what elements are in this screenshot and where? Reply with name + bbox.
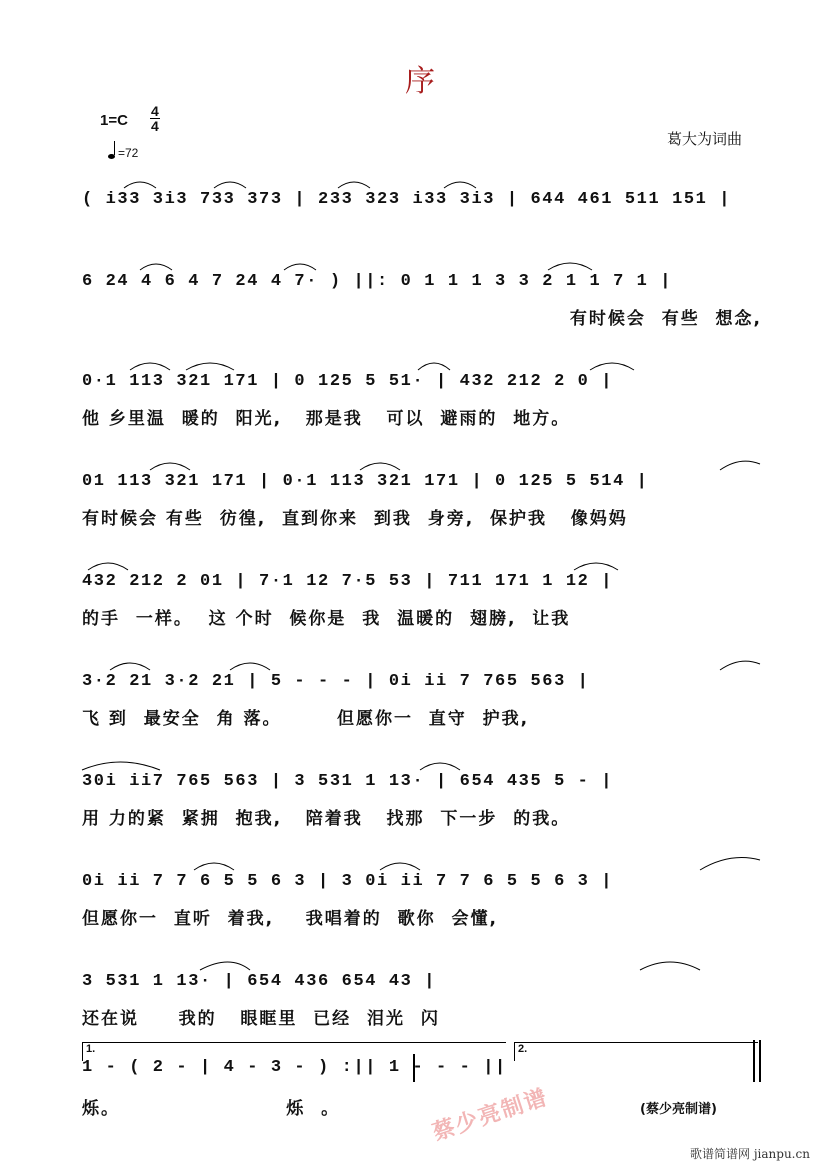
notes-line: 1 - ( 2 - | 4 - 3 - ) :|| 1 - - - || [82,1058,507,1077]
lyrics-line: 烁。 烁 。 [82,1099,341,1119]
staff-row [82,468,762,496]
second-ending: 2. [514,1042,758,1061]
site-footer: 歌谱简谱网 jianpu.cn [690,1147,810,1161]
staff-row [82,186,762,214]
notes-line: ( i33 3i3 733 373 | 233 323 i33 3i3 | 644 461 511 151 | [82,190,732,209]
notes-line: 3·2 21 3·2 21 | 5 - - - | 0i ii 7 765 563 | [82,672,590,691]
staff-row [82,568,762,596]
notes-line: 432 212 2 01 | 7·1 12 7·5 53 | 711 171 1 12 | [82,572,614,591]
lyrics-line: 但愿你一 直听 着我, 我唱着的 歌你 会懂, [82,909,498,929]
staff-row [82,968,762,996]
lyrics-line: 还在说 我的 眼眶里 已经 泪光 闪 [82,1009,440,1029]
staff-row [82,1054,762,1082]
lyrics-line: 的手 一样。 这 个时 候你是 我 温暖的 翅膀, 让我 [82,609,571,629]
notes-line: 6 24 4 6 4 7 24 4 7· ) ||: 0 1 1 1 3 3 2 1 1 7 1 | [82,272,673,291]
page-title: 序 [405,64,435,99]
lyrics-line [82,216,762,244]
time-signature [150,104,160,133]
time-top: 4 [151,103,159,119]
key-signature: 1=C [100,112,128,129]
staff-row [82,668,762,696]
notes-line: 3 531 1 13· | 654 436 654 43 | [82,972,437,991]
staff-row [82,768,762,796]
first-ending: 1. [82,1042,506,1061]
time-bottom: 4 [151,118,159,134]
transcriber-credit: (蔡少亮制谱) [640,1102,717,1117]
staff-row [82,268,762,296]
notes-line: 0i ii 7 7 6 5 5 6 3 | 3 0i ii 7 7 6 5 5 6 3 | [82,872,614,891]
composer-credit: 葛大为词曲 [666,130,742,148]
lyrics-line: 用 力的紧 紧拥 抱我, 陪着我 找那 下一步 的我。 [82,809,571,829]
notes-line: 30i ii7 765 563 | 3 531 1 13· | 654 435 5 - | [82,772,614,791]
tempo-marking [108,143,138,160]
lyrics-line: 他 乡里温 暖的 阳光, 那是我 可以 避雨的 地方。 [82,409,571,429]
staff-row [82,868,762,896]
tempo-value: =72 [118,146,139,160]
staff-row [82,368,762,396]
notes-line: 0·1 113 321 171 | 0 125 5 51· | 432 212 2 0 | [82,372,614,391]
lyrics-line: 有时候会 有些 想念, [569,309,762,329]
lyrics-line: 飞 到 最安全 角 落。 但愿你一 直守 护我, [82,709,530,729]
watermark-stamp: 蔡少亮制谱 [429,1084,552,1146]
notes-line: 01 113 321 171 | 0·1 113 321 171 | 0 125 5 514 | [82,472,649,491]
lyrics-line: 有时候会 有些 彷徨, 直到你来 到我 身旁, 保护我 像妈妈 [82,509,628,529]
